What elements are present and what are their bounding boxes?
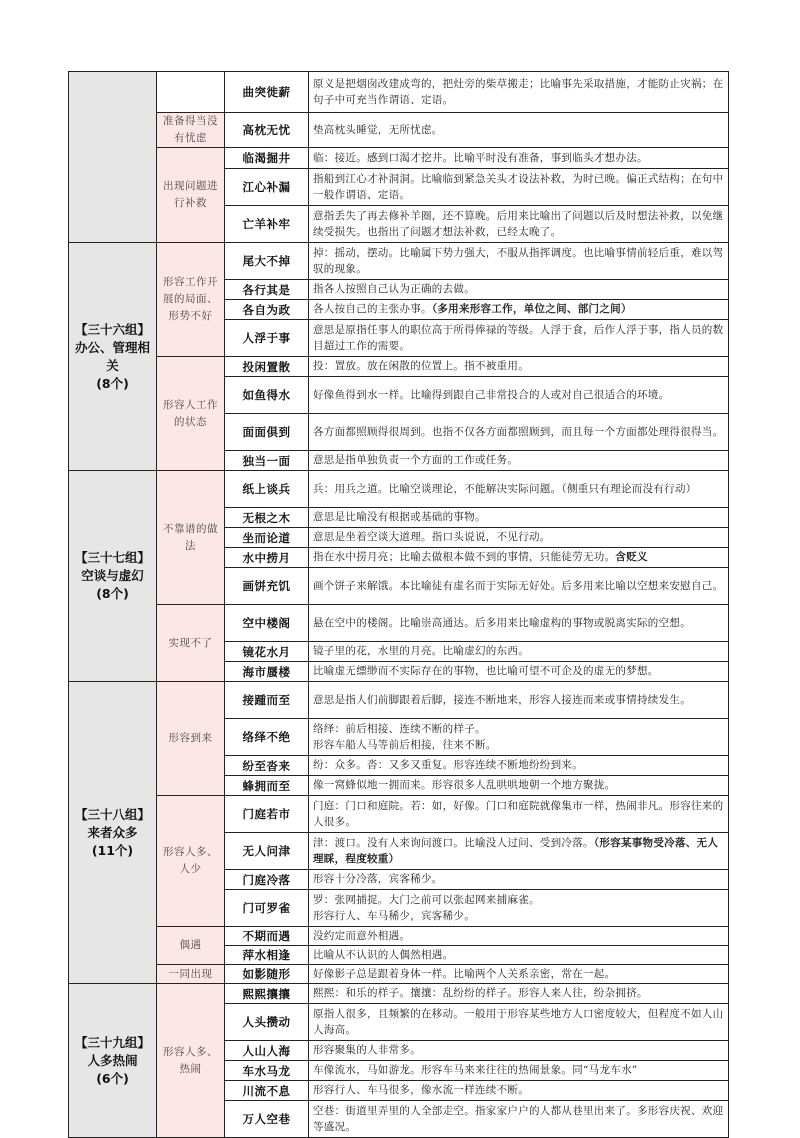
category-cell-blank xyxy=(157,72,225,113)
definition-cell xyxy=(309,833,729,870)
group-cell-38 xyxy=(69,682,157,984)
term-cell: 各自为政 xyxy=(225,300,309,320)
group-count: (6个) xyxy=(96,1070,129,1086)
group-title: 【三十八组】 xyxy=(74,806,150,822)
category-cell: 不靠谱的做法 xyxy=(157,471,225,605)
table-row xyxy=(69,927,729,946)
definition-text: 各人按自己的主张办事。 xyxy=(313,303,432,316)
definition-cell: 垫高枕头睡觉，无所忧虑。 xyxy=(309,113,729,148)
group-title: 【三十九组】 xyxy=(74,1034,150,1050)
term-cell: 面面俱到 xyxy=(225,414,309,451)
category-cell: 形容人多、热闹 xyxy=(157,984,225,1138)
definition-cell: 意指丢失了再去修补羊圈，还不算晚。后用来比喻出了问题以后及时想法补救，以免继续受损失。也指出了问题才想法补救，已经太晚了。 xyxy=(309,206,729,243)
definition-cell: 画个饼子来解饿。本比喻徒有虚名而于实际无好处。后多用来比喻以空想来安慰自己。 xyxy=(309,568,729,605)
term-cell: 络绎不绝 xyxy=(225,719,309,756)
definition-cell: 意思是原指任事人的职位高于所得俸禄的等级。人浮于食，后作人浮于事，指人员的数目超过工作的需要。 xyxy=(309,320,729,357)
definition-cell: 好像影子总是跟着身体一样。比喻两个人关系亲密，常在一起。 xyxy=(309,965,729,984)
definition-cell: 车像流水，马如游龙。形容车马来来往往的热闹景象。同“马龙车水” xyxy=(309,1061,729,1081)
term-cell: 门庭冷落 xyxy=(225,870,309,890)
term-cell: 画饼充饥 xyxy=(225,568,309,605)
term-cell: 纸上谈兵 xyxy=(225,471,309,508)
definition-cell: 形容聚集的人非常多。 xyxy=(309,1041,729,1061)
definition-cell: 投：置放。放在闲散的位置上。指不被重用。 xyxy=(309,357,729,377)
term-cell: 高枕无忧 xyxy=(225,113,309,148)
definition-cell xyxy=(309,548,729,568)
term-cell: 尾大不掉 xyxy=(225,243,309,280)
group-subtitle: 人多热闹 xyxy=(87,1052,138,1068)
group-cell-39 xyxy=(69,984,157,1138)
term-cell: 临渴掘井 xyxy=(225,148,309,169)
definition-cell: 没约定而意外相遇。 xyxy=(309,927,729,946)
category-cell: 形容到来 xyxy=(157,682,225,796)
category-cell: 准备得当没有忧虑 xyxy=(157,113,225,148)
group-title: 【三十六组】 xyxy=(74,321,150,337)
definition-note: （形容某事物受冷落、无人理睬，程度较重） xyxy=(313,836,719,865)
group-count: (8个) xyxy=(96,586,129,601)
term-cell: 无根之木 xyxy=(225,508,309,528)
definition-cell: 像一窝蜂似地一拥而来。形容很多人乱哄哄地朝一个地方聚拢。 xyxy=(309,776,729,796)
table-row xyxy=(69,113,729,148)
term-cell: 人山人海 xyxy=(225,1041,309,1061)
definition-text: 津：渡口。没有人来询问渡口。比喻没人过问、受到冷落。 xyxy=(313,836,594,849)
definition-cell: 比喻虚无缥缈而不实际存在的事物，也比喻可望不可企及的虚无的梦想。 xyxy=(309,662,729,682)
definition-cell: 镜子里的花，水里的月亮。比喻虚幻的东西。 xyxy=(309,642,729,662)
definition-text-2: 形容车船人马等前后相接，往来不断。 xyxy=(313,739,497,751)
term-cell: 人头攒动 xyxy=(225,1004,309,1041)
definition-cell: 门庭：门口和庭院。若：如，好像。门口和庭院就像集市一样，热闹非凡。形容往来的人很多。 xyxy=(309,796,729,833)
term-cell: 亡羊补牢 xyxy=(225,206,309,243)
group-count: (11个) xyxy=(91,842,134,858)
definition-cell: 悬在空中的楼阁。比喻崇高通达。后多用来比喻虚构的事物或脱离实际的空想。 xyxy=(309,605,729,642)
term-cell: 万人空巷 xyxy=(225,1101,309,1138)
definition-cell: 掉：摇动，摆动。比喻属下势力强大，不服从指挥调度。也比喻事情前轻后重，难以驾驭的现象。 xyxy=(309,243,729,280)
definition-cell: 指船到江心才补洞洞。比喻临到紧急关头才设法补救，为时已晚。偏正式结构；在句中一般作谓语、定语。 xyxy=(309,169,729,206)
term-cell: 曲突徙薪 xyxy=(225,72,309,113)
definition-cell: 意思是比喻没有根据或基础的事物。 xyxy=(309,508,729,528)
term-cell: 各行其是 xyxy=(225,280,309,300)
term-cell: 如影随形 xyxy=(225,965,309,984)
idiom-table xyxy=(68,71,729,1138)
table-row xyxy=(69,605,729,642)
table-row xyxy=(69,682,729,719)
definition-note: （多用来形容工作，单位之间、部门之间） xyxy=(431,303,632,316)
definition-cell: 原指人很多，且频繁的在移动。一般用于形容某些地方人口密度较大，但程度不如人山人海高。 xyxy=(309,1004,729,1041)
definition-cell: 形容十分冷落，宾客稀少。 xyxy=(309,870,729,890)
definition-text-2: 形容行人、车马稀少，宾客稀少。 xyxy=(313,910,475,922)
definition-cell: 空巷：街道里弄里的人全部走空。指家家户户的人都从巷里出来了。多形容庆祝、欢迎等盛况。 xyxy=(309,1101,729,1138)
table-row xyxy=(69,471,729,508)
definition-cell: 指各人按照自己认为正确的去做。 xyxy=(309,280,729,300)
term-cell: 熙熙攘攘 xyxy=(225,984,309,1004)
term-cell: 投闲置散 xyxy=(225,357,309,377)
definition-text: 指在水中捞月亮；比喻去做根本做不到的事情，只能徒劳无功。 xyxy=(313,551,616,564)
term-cell: 接踵而至 xyxy=(225,682,309,719)
term-cell: 海市蜃楼 xyxy=(225,662,309,682)
category-cell: 出现问题进行补救 xyxy=(157,148,225,243)
term-cell: 川流不息 xyxy=(225,1081,309,1101)
table-row xyxy=(69,357,729,377)
term-cell: 门庭若市 xyxy=(225,796,309,833)
category-cell: 形容工作开展的局面、形势不好 xyxy=(157,243,225,357)
term-cell: 蜂拥而至 xyxy=(225,776,309,796)
term-cell: 独当一面 xyxy=(225,451,309,471)
term-cell: 江心补漏 xyxy=(225,169,309,206)
group-subtitle: 空谈与虚幻 xyxy=(81,568,144,583)
term-cell: 不期而遇 xyxy=(225,927,309,946)
definition-cell: 好像鱼得到水一样。比喻得到跟自己非常投合的人或对自己很适合的环境。 xyxy=(309,377,729,414)
idiom-table-sheet xyxy=(68,71,728,1138)
table-row xyxy=(69,984,729,1004)
term-cell: 萍水相逢 xyxy=(225,946,309,965)
category-cell: 形容人工作的状态 xyxy=(157,357,225,471)
term-cell: 坐而论道 xyxy=(225,528,309,548)
table-row xyxy=(69,148,729,169)
definition-cell xyxy=(309,300,729,320)
definition-cell: 临：接近。感到口渴才挖井。比喻平时没有准备，事到临头才想办法。 xyxy=(309,148,729,169)
term-cell: 车水马龙 xyxy=(225,1061,309,1081)
group-cell-36 xyxy=(69,243,157,471)
definition-cell: 意思是坐着空谈大道理。指口头说说，不见行动。 xyxy=(309,528,729,548)
term-cell: 纷至沓来 xyxy=(225,756,309,776)
group-cell-continued xyxy=(69,72,157,243)
definition-cell: 原义是把烟囱改建成弯的，把灶旁的柴草搬走；比喻事先采取措施，才能防止灾祸；在句子中可充当作谓语、定语。 xyxy=(309,72,729,113)
definition-cell: 意思是指单独负责一个方面的工作或任务。 xyxy=(309,451,729,471)
group-subtitle: 来者众多 xyxy=(87,824,138,840)
group-cell-37 xyxy=(69,471,157,682)
term-cell: 如鱼得水 xyxy=(225,377,309,414)
definition-cell: 形容行人、车马很多，像水流一样连续不断。 xyxy=(309,1081,729,1101)
definition-cell xyxy=(309,719,729,756)
table-row xyxy=(69,243,729,280)
group-title: 【三十七组】 xyxy=(74,550,150,565)
group-subtitle: 办公、管理相关 xyxy=(74,339,150,373)
category-cell: 偶遇 xyxy=(157,927,225,965)
category-cell: 一同出现 xyxy=(157,965,225,984)
definition-cell: 各方面都照顾得很周到。也指不仅各方面都照顾到，而且每一个方面都处理得很得当。 xyxy=(309,414,729,451)
definition-cell: 比喻从不认识的人偶然相遇。 xyxy=(309,946,729,965)
category-cell: 实现不了 xyxy=(157,605,225,682)
definition-cell: 意思是指人们前脚跟着后脚，接连不断地来，形容人接连而来或事情持续发生。 xyxy=(309,682,729,719)
definition-cell xyxy=(309,890,729,927)
table-row xyxy=(69,796,729,833)
table-row xyxy=(69,72,729,113)
term-cell: 无人问津 xyxy=(225,833,309,870)
group-count: (8个) xyxy=(96,375,129,391)
category-cell: 形容人多、人少 xyxy=(157,796,225,927)
definition-text: 络绎：前后相接、连续不断的样子。 xyxy=(313,722,486,735)
term-cell: 空中楼阁 xyxy=(225,605,309,642)
definition-text: 罗：张网捕捉。大门之前可以张起网来捕麻雀。 xyxy=(313,893,540,906)
definition-cell: 熙熙：和乐的样子。攘攘：乱纷纷的样子。形容人来人往，纷杂拥挤。 xyxy=(309,984,729,1004)
definition-cell: 纷：众多。沓：又多又重复。形容连续不断地纷纷到来。 xyxy=(309,756,729,776)
term-cell: 镜花水月 xyxy=(225,642,309,662)
table-row xyxy=(69,965,729,984)
term-cell: 人浮于事 xyxy=(225,320,309,357)
term-cell: 水中捞月 xyxy=(225,548,309,568)
term-cell: 门可罗雀 xyxy=(225,890,309,927)
definition-cell: 兵：用兵之道。比喻空谈理论，不能解决实际问题。（侧重只有理论而没有行动） xyxy=(309,471,729,508)
definition-note: 含贬义 xyxy=(615,551,648,564)
